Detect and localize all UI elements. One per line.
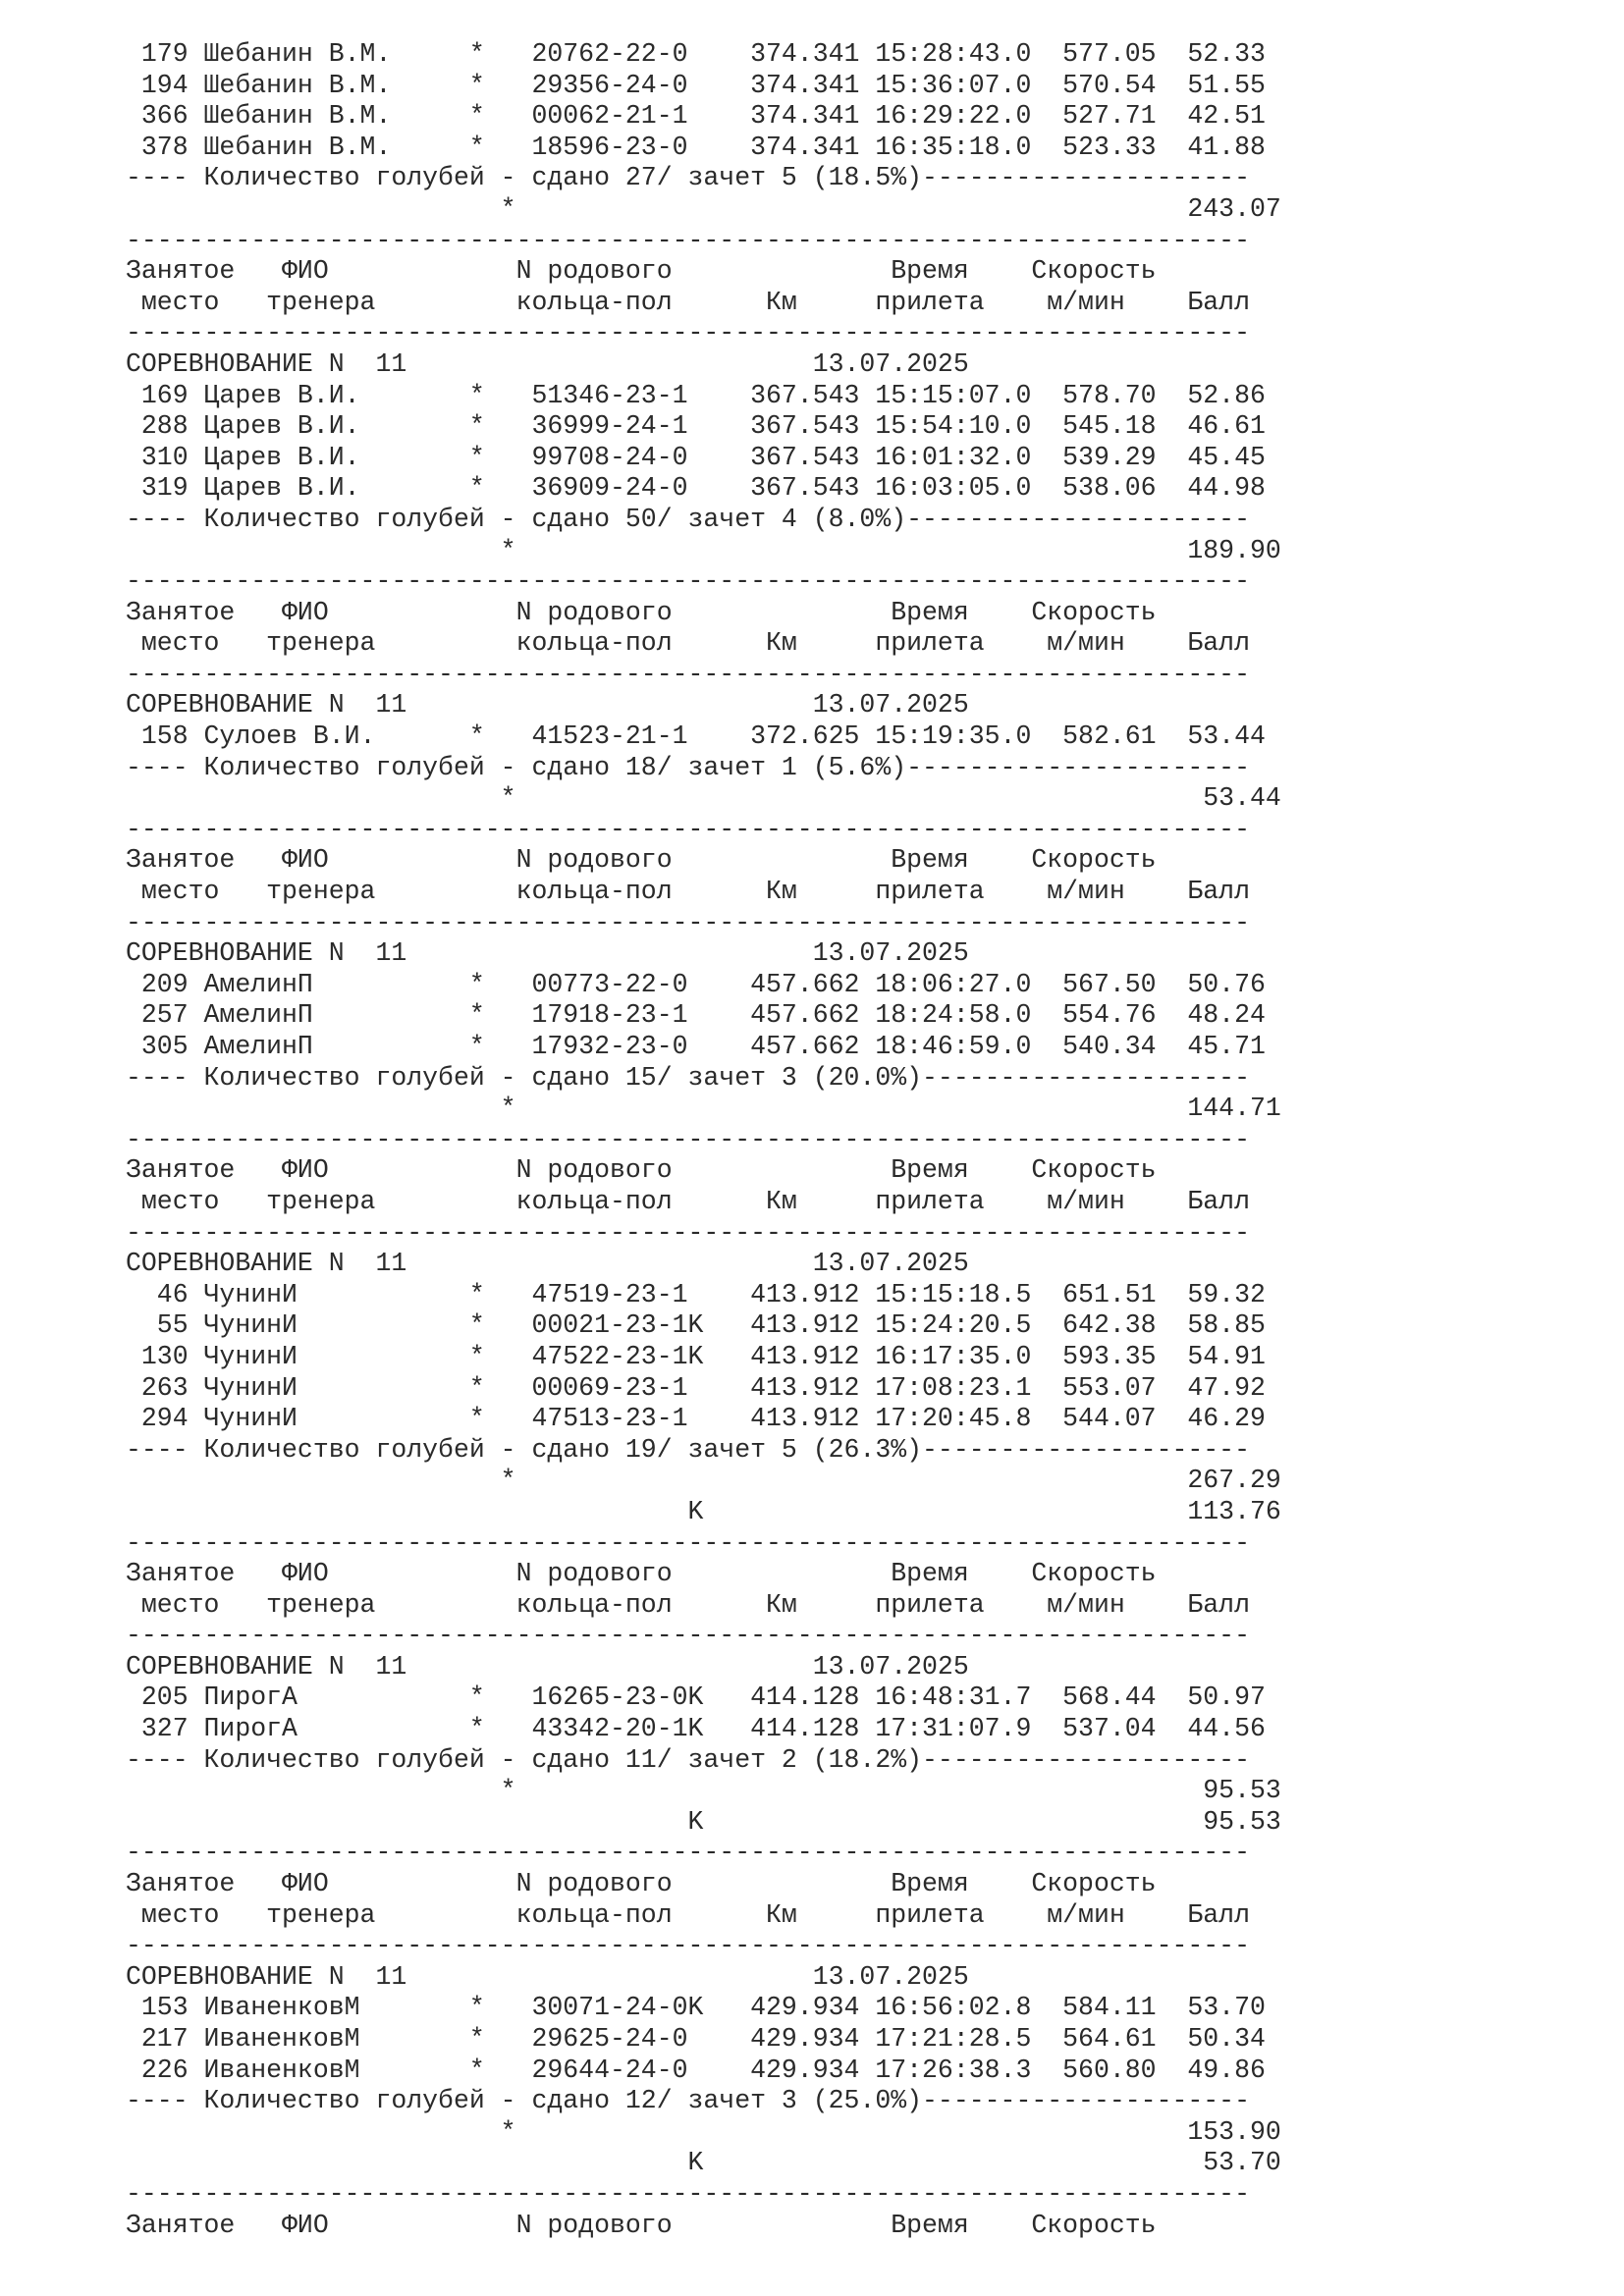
text-line: место тренера кольца-пол Км прилета м/мин Балл: [126, 287, 1250, 317]
text-line: 310 Царев В.И. * 99708-24-0 367.543 16:01:32.0 539.29 45.45: [126, 442, 1266, 472]
text-line: место тренера кольца-пол Км прилета м/мин Балл: [126, 1186, 1250, 1216]
text-line: * 267.29: [126, 1466, 1281, 1496]
results-printout: [126, 39, 1281, 2241]
text-line: 179 Шебанин В.М. * 20762-22-0 374.341 15:28:43.0 577.05 52.33: [126, 39, 1266, 69]
text-line: 194 Шебанин В.М. * 29356-24-0 374.341 15:36:07.0 570.54 51.55: [126, 70, 1266, 100]
text-line: 169 Царев В.И. * 51346-23-1 367.543 15:15:07.0 578.70 52.86: [126, 380, 1266, 410]
text-line: ------------------------------------------------------------------------: [126, 907, 1250, 937]
text-line: 158 Сулоев В.И. * 41523-21-1 372.625 15:19:35.0 582.61 53.44: [126, 721, 1266, 752]
text-line: ---- Количество голубей - сдано 15/ зачет 3 (20.0%)---------------------: [126, 1062, 1250, 1093]
text-line: Занятое ФИО N родового Время Скорость: [126, 2210, 1157, 2240]
text-line: * 95.53: [126, 1776, 1281, 1806]
text-line: 288 Царев В.И. * 36999-24-1 367.543 15:54:10.0 545.18 46.61: [126, 411, 1266, 442]
text-line: ------------------------------------------------------------------------: [126, 318, 1250, 348]
text-line: 257 АмелинП * 17918-23-1 457.662 18:24:58.0 554.76 48.24: [126, 1000, 1266, 1031]
text-line: ------------------------------------------------------------------------: [126, 1838, 1250, 1868]
text-line: 217 ИваненковМ * 29625-24-0 429.934 17:21:28.5 564.61 50.34: [126, 2024, 1266, 2054]
text-line: 319 Царев В.И. * 36909-24-0 367.543 16:03:05.0 538.06 44.98: [126, 473, 1266, 504]
text-line: ---- Количество голубей - сдано 11/ зачет 2 (18.2%)---------------------: [126, 1744, 1250, 1775]
text-line: ------------------------------------------------------------------------: [126, 659, 1250, 689]
text-line: 46 ЧунинИ * 47519-23-1 413.912 15:15:18.5 651.51 59.32: [126, 1279, 1266, 1309]
text-line: ------------------------------------------------------------------------: [126, 1621, 1250, 1651]
text-line: 305 АмелинП * 17932-23-0 457.662 18:46:59.0 540.34 45.71: [126, 1032, 1266, 1061]
text-line: место тренера кольца-пол Км прилета м/мин Балл: [126, 877, 1250, 907]
text-line: * 243.07: [126, 193, 1281, 224]
text-line: ------------------------------------------------------------------------: [126, 2178, 1250, 2209]
text-line: СОРЕВНОВАНИЕ N 11 13.07.2025: [126, 938, 969, 969]
text-line: 153 ИваненковМ * 30071-24-0K 429.934 16:56:02.8 584.11 53.70: [126, 1993, 1266, 2023]
text-line: * 144.71: [126, 1094, 1281, 1124]
text-line: 226 ИваненковМ * 29644-24-0 429.934 17:26:38.3 560.80 49.86: [126, 2055, 1266, 2085]
text-line: K 95.53: [126, 1806, 1281, 1837]
text-line: 366 Шебанин В.М. * 00062-21-1 374.341 16:29:22.0 527.71 42.51: [126, 101, 1266, 132]
text-line: ------------------------------------------------------------------------: [126, 566, 1250, 597]
text-line: ------------------------------------------------------------------------: [126, 1217, 1250, 1248]
text-line: 378 Шебанин В.М. * 18596-23-0 374.341 16:35:18.0 523.33 41.88: [126, 132, 1266, 162]
text-line: место тренера кольца-пол Км прилета м/мин Балл: [126, 1589, 1250, 1620]
text-line: 205 ПирогА * 16265-23-0K 414.128 16:48:31.7 568.44 50.97: [126, 1682, 1266, 1713]
text-line: Занятое ФИО N родового Время Скорость: [126, 1559, 1157, 1589]
text-line: Занятое ФИО N родового Время Скорость: [126, 597, 1157, 627]
text-line: СОРЕВНОВАНИЕ N 11 13.07.2025: [126, 1249, 969, 1279]
text-line: ------------------------------------------------------------------------: [126, 814, 1250, 844]
text-line: ------------------------------------------------------------------------: [126, 1527, 1250, 1558]
text-line: ------------------------------------------------------------------------: [126, 1124, 1250, 1154]
text-line: K 53.70: [126, 2148, 1281, 2178]
text-line: 327 ПирогА * 43342-20-1K 414.128 17:31:07.9 537.04 44.56: [126, 1714, 1266, 1744]
text-line: ------------------------------------------------------------------------: [126, 1931, 1250, 1961]
text-line: * 153.90: [126, 2116, 1281, 2147]
text-line: 209 АмелинП * 00773-22-0 457.662 18:06:27.0 567.50 50.76: [126, 969, 1266, 999]
text-line: ---- Количество голубей - сдано 27/ зачет 5 (18.5%)---------------------: [126, 163, 1250, 193]
text-line: ---- Количество голубей - сдано 18/ зачет 1 (5.6%)----------------------: [126, 752, 1250, 782]
text-line: 294 ЧунинИ * 47513-23-1 413.912 17:20:45.8 544.07 46.29: [126, 1404, 1266, 1434]
text-line: ---- Количество голубей - сдано 12/ зачет 3 (25.0%)---------------------: [126, 2086, 1250, 2116]
text-line: ---- Количество голубей - сдано 50/ зачет 4 (8.0%)----------------------: [126, 504, 1250, 534]
text-line: K 113.76: [126, 1496, 1281, 1526]
text-line: СОРЕВНОВАНИЕ N 11 13.07.2025: [126, 690, 969, 721]
text-line: 263 ЧунинИ * 00069-23-1 413.912 17:08:23.1 553.07 47.92: [126, 1372, 1266, 1403]
text-line: Занятое ФИО N родового Время Скорость: [126, 1155, 1157, 1186]
text-line: Занятое ФИО N родового Время Скорость: [126, 1869, 1157, 1899]
text-line: СОРЕВНОВАНИЕ N 11 13.07.2025: [126, 1651, 969, 1682]
text-line: ---- Количество голубей - сдано 19/ зачет 5 (26.3%)---------------------: [126, 1434, 1250, 1465]
text-line: СОРЕВНОВАНИЕ N 11 13.07.2025: [126, 348, 969, 379]
text-line: место тренера кольца-пол Км прилета м/мин Балл: [126, 1899, 1250, 1930]
text-line: СОРЕВНОВАНИЕ N 11 13.07.2025: [126, 1961, 969, 1992]
text-line: место тренера кольца-пол Км прилета м/мин Балл: [126, 628, 1250, 659]
text-line: * 189.90: [126, 535, 1281, 565]
text-line: Занятое ФИО N родового Время Скорость: [126, 845, 1157, 876]
text-line: * 53.44: [126, 783, 1281, 814]
text-line: 130 ЧунинИ * 47522-23-1K 413.912 16:17:35.0 593.35 54.91: [126, 1341, 1266, 1371]
text-line: 55 ЧунинИ * 00021-23-1K 413.912 15:24:20.5 642.38 58.85: [126, 1310, 1266, 1341]
text-line: Занятое ФИО N родового Время Скорость: [126, 256, 1157, 287]
text-line: ------------------------------------------------------------------------: [126, 225, 1250, 255]
